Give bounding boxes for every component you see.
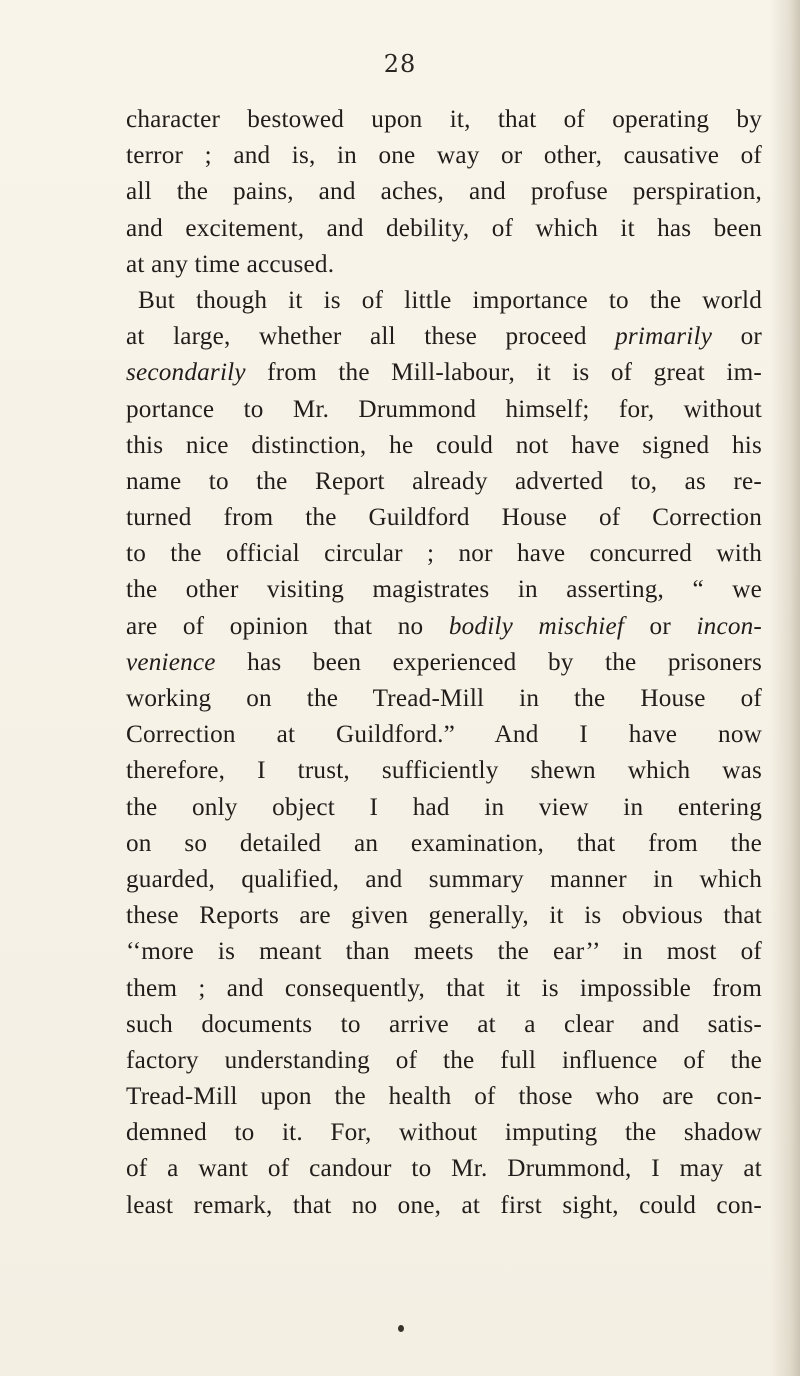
text-line [126,138,762,174]
text-segment: on so detailed an examination, that from the [126,829,762,857]
text-segment: Correction at Guildford.” And I have now [126,721,762,749]
text-line [126,1115,762,1151]
text-segment: these Reports are given generally, it is obvious that [126,902,762,930]
text-segment: guarded, qualified, and summary manner in which [126,865,762,893]
text-segment: working on the Tread-Mill in the House of [126,685,762,712]
text-segment: all the pains, and aches, and profuse perspiration, [126,178,762,206]
text-segment: of a want of candour to Mr. Drummond, I may at [126,1155,762,1183]
text-line [126,392,762,428]
text-line [126,862,762,898]
text-segment: the other visiting magistrates in asserting, “ we [126,576,762,604]
italic-text: primarily [615,323,713,351]
text-line [126,247,762,283]
text-line [126,971,762,1007]
italic-text: bodily mischief [448,612,625,640]
text-line [126,681,762,717]
text-line [126,1079,762,1115]
text-line [126,1188,762,1224]
text-segment: at large, whether all these proceed [126,323,616,351]
body-text [126,102,762,1224]
text-segment: terror ; and is, in one way or other, causative of [126,142,762,170]
text-segment: to the official circular ; nor have concurred with [126,540,762,568]
text-line [126,174,762,210]
text-line [126,428,762,464]
text-segment: and excitement, and debility, of which it has been [126,214,762,242]
text-segment: such documents to arrive at a clear and satis- [126,1010,762,1038]
text-segment: turned from the Guildford House of Correction [126,504,762,532]
text-segment: therefore, I trust, sufficiently shewn which was [126,757,762,785]
text-line [126,500,762,536]
text-segment: portance to Mr. Drummond himself; for, without [126,395,762,423]
text-line [126,826,762,862]
text-line [126,283,762,319]
text-segment: least remark, that no one, at first sight, could con- [126,1191,762,1219]
italic-text: venience [126,648,216,676]
text-line [126,464,762,500]
italic-text: secondarily [126,359,246,387]
text-segment: from the Mill-labour, it is of great im- [245,359,762,387]
text-line [126,790,762,826]
text-line [126,1007,762,1043]
text-segment: factory understanding of the full influence of the [126,1046,762,1074]
text-segment: at any time accused. [126,250,335,278]
text-line [126,753,762,789]
text-segment: But though it is of little importance to the world [138,286,762,314]
text-line [126,355,762,391]
text-segment: are of opinion that no [126,612,449,640]
text-line [126,1151,762,1187]
text-line [126,934,762,970]
text-line [126,319,762,355]
text-line [126,609,762,645]
text-segment: character bestowed upon it, that of operating by [126,106,762,133]
text-line [126,645,762,681]
text-line [126,572,762,608]
text-line [126,898,762,934]
text-line [126,1043,762,1079]
ink-speck [398,1325,404,1332]
text-line [126,717,762,753]
text-segment: this nice distinction, he could not have signed his [126,431,762,459]
text-segment: ‘‘more is meant than meets the ear’’ in most of [126,938,762,966]
text-line [126,102,762,138]
text-segment: or [624,612,697,640]
text-line [126,211,762,247]
text-segment: them ; and consequently, that it is impossible from [126,974,762,1002]
text-line [126,536,762,572]
text-segment: the only object I had in view in entering [126,793,762,821]
text-segment: name to the Report already adverted to, as re- [126,467,762,495]
text-segment: has been experienced by the prisoners [215,648,762,676]
page-number: 28 [383,50,417,78]
text-segment: or [712,323,762,351]
italic-text: incon- [696,612,762,640]
text-segment: demned to it. For, without imputing the shadow [126,1119,762,1147]
text-segment: Tread-Mill upon the health of those who are con- [126,1083,762,1111]
